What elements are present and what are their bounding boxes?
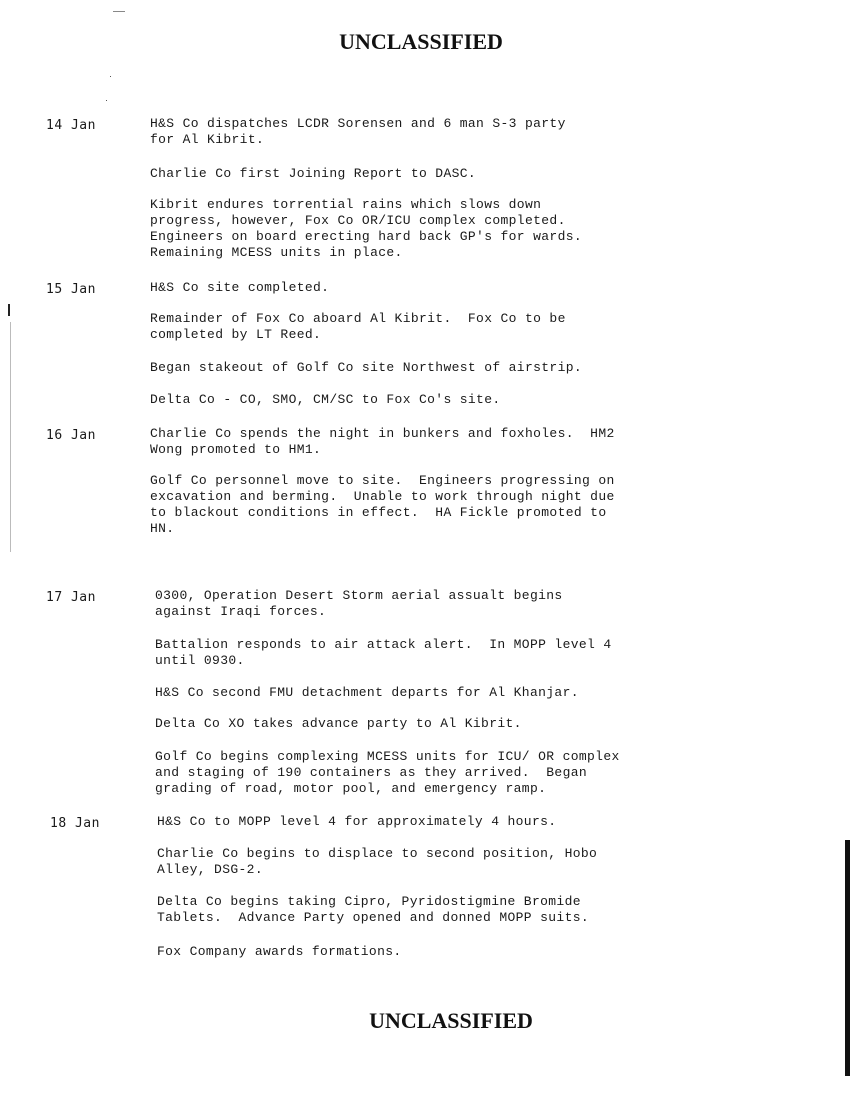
log-entry: Delta Co - CO, SMO, CM/SC to Fox Co's site.: [150, 392, 501, 407]
classification-footer: UNCLASSIFIED: [369, 1008, 533, 1033]
log-entry: H&S Co site completed.: [150, 280, 330, 295]
scan-mark-top: [113, 11, 125, 12]
log-entry: H&S Co to MOPP level 4 for approximately 4 hours.: [157, 814, 557, 829]
log-entry: Delta Co begins taking Cipro, Pyridostigmine Bromide Tablets. Advance Party opened and donned MOPP suits.: [157, 894, 590, 925]
log-entry: Delta Co XO takes advance party to Al Kibrit.: [155, 716, 522, 731]
scan-speck: [106, 100, 107, 101]
entry-date: 17 Jan: [46, 590, 96, 605]
log-entry: Charlie Co spends the night in bunkers and foxholes. HM2 Wong promoted to HM1.: [150, 426, 615, 457]
entry-date: 16 Jan: [46, 428, 96, 443]
classification-header: UNCLASSIFIED: [339, 29, 503, 54]
entry-date: 14 Jan: [46, 118, 96, 133]
log-entry: H&S Co second FMU detachment departs for Al Khanjar.: [155, 685, 579, 700]
log-entry: 0300, Operation Desert Storm aerial assualt begins against Iraqi forces.: [155, 588, 563, 619]
log-entry: Kibrit endures torrential rains which slows down progress, however, Fox Co OR/ICU complex completed. Engineers on board erecting hard back GP's for wards. Remaining MCESS units in place.: [150, 197, 583, 260]
entry-date: 15 Jan: [46, 282, 96, 297]
log-entry: Charlie Co begins to displace to second position, Hobo Alley, DSG-2.: [157, 846, 598, 877]
scan-edge-left-faint: [10, 322, 11, 552]
scan-edge-right: [845, 840, 850, 1076]
log-entry: Golf Co personnel move to site. Engineers progressing on excavation and berming. Unable to work through night due to blackout conditions in effect. HA Fickle promoted to HN.: [150, 473, 615, 536]
log-entry: Charlie Co first Joining Report to DASC.: [150, 166, 477, 181]
log-entry: Battalion responds to air attack alert. In MOPP level 4 until 0930.: [155, 637, 612, 668]
scan-speck: [110, 76, 111, 77]
log-entry: Golf Co begins complexing MCESS units for ICU/ OR complex and staging of 190 containers as they arrived. Began grading of road, motor pool, and emergency ramp.: [155, 749, 620, 796]
log-entry: Began stakeout of Golf Co site Northwest of airstrip.: [150, 360, 583, 375]
log-entry: Remainder of Fox Co aboard Al Kibrit. Fox Co to be completed by LT Reed.: [150, 311, 566, 342]
entry-date: 18 Jan: [50, 816, 100, 831]
log-entry: H&S Co dispatches LCDR Sorensen and 6 man S-3 party for Al Kibrit.: [150, 116, 566, 147]
log-entry: Fox Company awards formations.: [157, 944, 402, 959]
scan-edge-left: [8, 304, 10, 316]
